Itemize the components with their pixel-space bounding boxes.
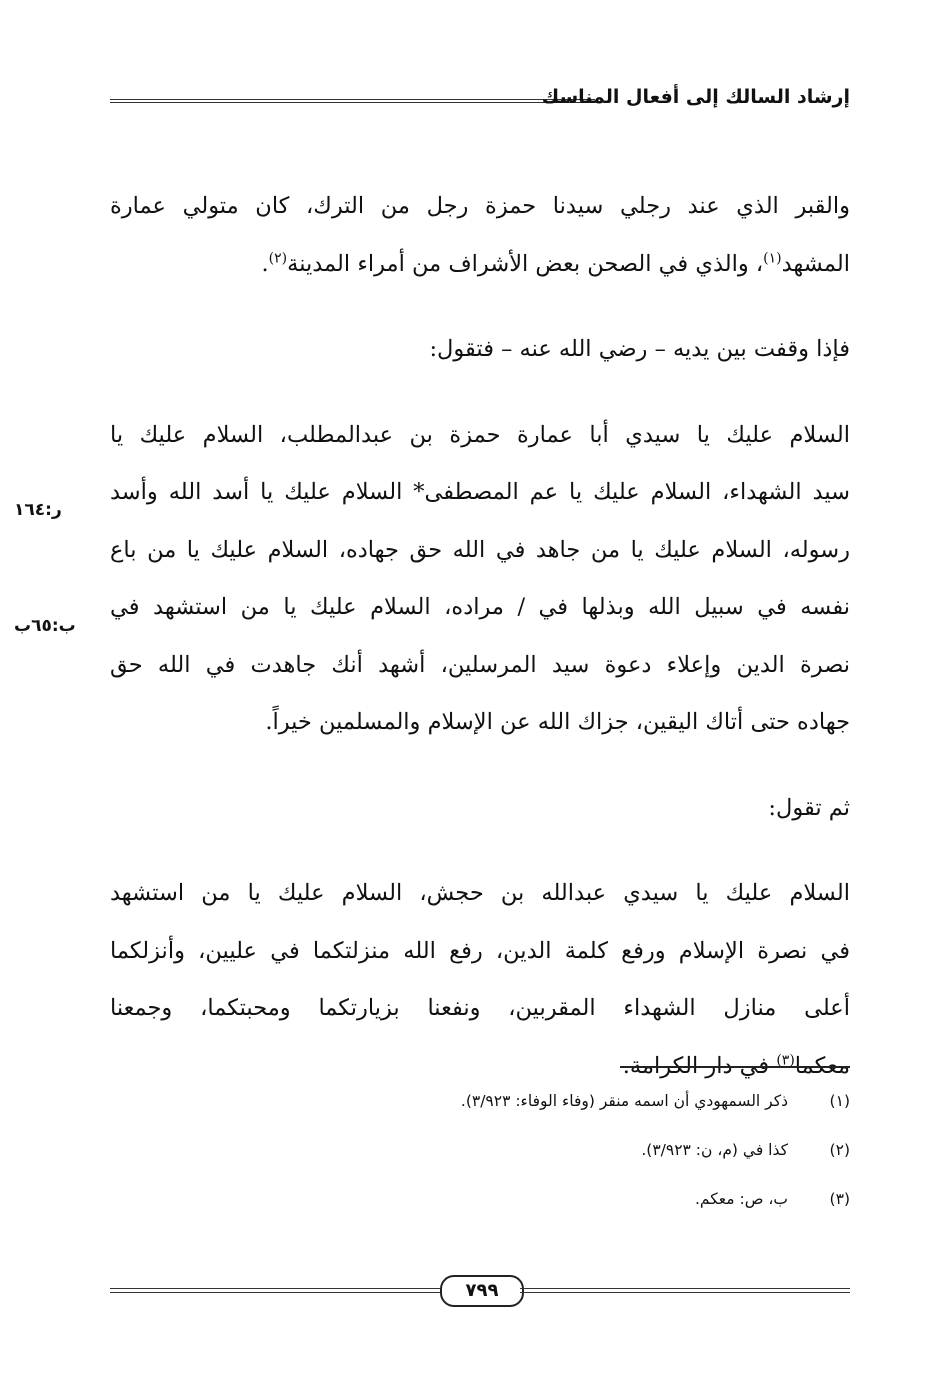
text-line: رسوله، السلام عليك يا من جاهد في الله حق جهاده، السلام عليك يا من باع (110, 536, 850, 563)
footnote (110, 1141, 850, 1190)
text-line: جهاده حتى أتاك اليقين، جزاك الله عن الإسلام والمسلمين خيراً. (265, 709, 850, 735)
book-title: إرشاد السالك إلى أفعال المناسك (541, 86, 850, 108)
text-line: نفسه في سبيل الله وبذلها في / مراده، السلام عليك يا من استشهد في (110, 594, 850, 620)
text-line: معكما$^{(٣)}$ في دار الكرامة. (622, 1052, 850, 1079)
text-line: سيد الشهداء، السلام عليك يا عم المصطفى* السلام عليك يا أسد الله وأسد (110, 479, 850, 505)
footnote-number: (٣) (829, 1190, 850, 1208)
margin-note-manuscript-r: ر:١٦٤ (14, 500, 62, 520)
text-line: في نصرة الإسلام ورفع كلمة الدين، رفع الله منزلتكما في عليين، وأنزلكما (110, 937, 850, 964)
text-line: السلام عليك يا سيدي أبا عمارة حمزة بن عبدالمطلب، السلام عليك يا (110, 421, 850, 448)
footnote (110, 1190, 850, 1239)
text-line: نصرة الدين وإعلاء دعوة سيد المرسلين، أشهد أنك جاهدت في الله حق (110, 651, 850, 678)
footnote-ref[interactable]: (٢) (268, 250, 288, 266)
text-line: السلام عليك يا سيدي عبدالله بن حجش، السلام عليك يا من استشهد (110, 880, 850, 906)
header-rule (110, 99, 595, 103)
page-footer (110, 1275, 850, 1305)
running-header (110, 86, 850, 116)
text-line: فإذا وقفت بين يديه – رضي الله عنه – فتقول: (429, 336, 850, 362)
footer-rule (520, 1288, 850, 1293)
footnote (110, 1092, 850, 1141)
footer-rule (110, 1288, 440, 1293)
footnote-text: ذكر السمهودي أن اسمه منقر (وفاء الوفاء: ٣/٩٢٣). (460, 1092, 788, 1110)
text-line: والقبر الذي عند رجلي سيدنا حمزة رجل من الترك، كان متولي عمارة (110, 193, 850, 219)
footnote-text: ب، ص: معكم. (695, 1190, 788, 1208)
margin-note-manuscript-b: ب:٦٥ب (14, 616, 76, 636)
footnote-number: (١) (829, 1092, 850, 1110)
footnote-ref[interactable]: (٣) (776, 1052, 795, 1068)
footnote-text: كذا في (م، ن: ٣/٩٢٣). (641, 1141, 788, 1159)
footnotes (110, 1092, 850, 1239)
text-line: ثم تقول: (768, 794, 850, 821)
footnote-separator (620, 1066, 850, 1068)
footnote-number: (٢) (829, 1141, 850, 1159)
page-number: ٧٩٩ (440, 1275, 524, 1307)
footnote-ref[interactable]: (١) (763, 250, 782, 266)
main-text (110, 178, 850, 1095)
text-line: أعلى منازل الشهداء المقربين، ونفعنا بزيارتكما ومحبتكما، وجمعنا (110, 995, 850, 1021)
text-line: المشهد$^{(١)}$، والذي في الصحن بعض الأشراف من أمراء المدينة$^{(٢)}$. (261, 250, 850, 277)
